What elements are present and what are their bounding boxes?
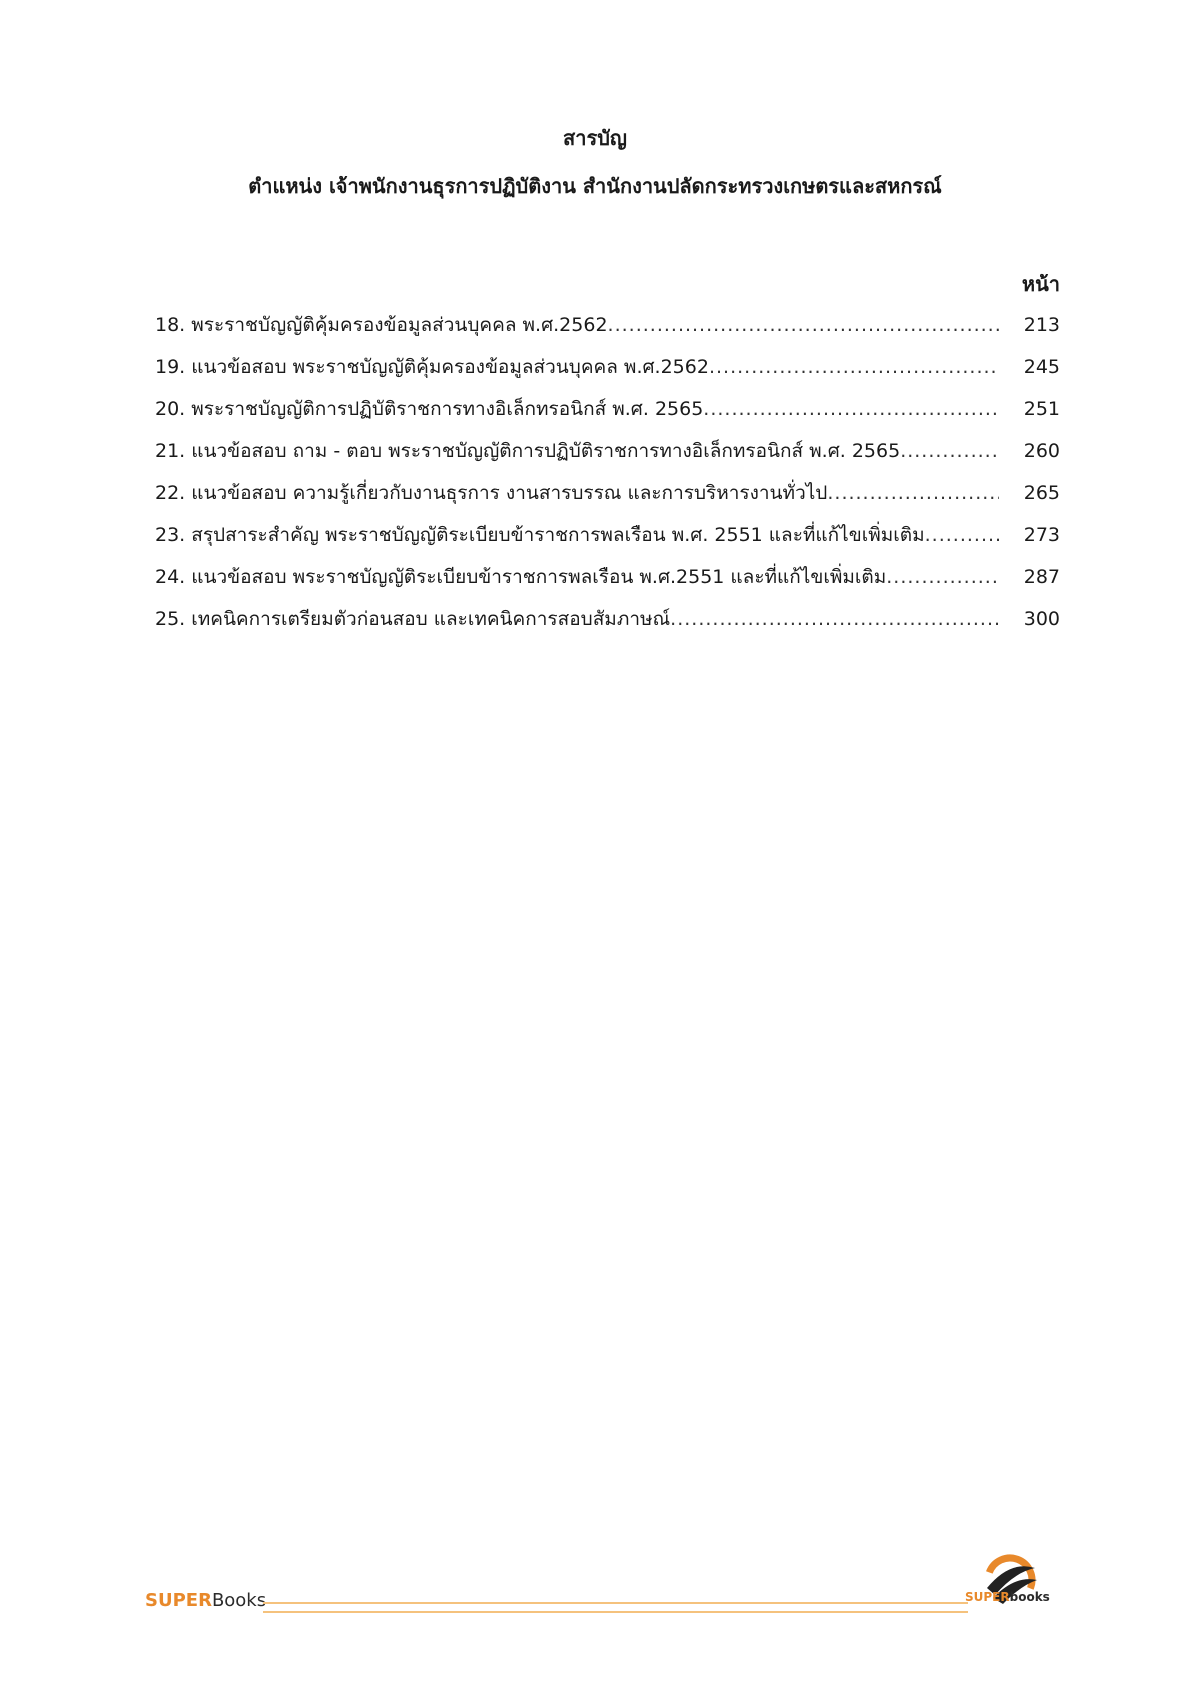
toc-entry[interactable] [155,436,1060,478]
footer-brand-super: SUPER [145,1590,212,1611]
page-footer [145,1590,1050,1620]
toc-entry-number: 24. [155,566,186,588]
toc-entry-title: แนวข้อสอบ ความรู้เกี่ยวกับงานธุรการ งานสารบรรณ และการบริหารงานทั่วไป [191,482,828,504]
toc-entry-title: เทคนิคการเตรียมตัวก่อนสอบ และเทคนิคการสอบสัมภาษณ์ [191,608,671,630]
footer-logo-text [965,1590,1050,1604]
toc-entry[interactable] [155,478,1060,520]
footer-brand [145,1590,266,1611]
dot-leader [827,482,999,504]
toc-entry[interactable] [155,604,1060,646]
dot-leader [709,356,999,378]
toc-entry-number: 19. [155,356,186,378]
toc-entry-title: สรุปสาระสำคัญ พระราชบัญญัติระเบียบข้าราชการพลเรือน พ.ศ. 2551 และที่แก้ไขเพิ่มเติม [191,524,925,546]
logo-text-books: books [1009,1590,1050,1604]
toc-entry[interactable] [155,394,1060,436]
toc-entry[interactable] [155,352,1060,394]
dot-leader [900,440,999,462]
toc-entry-number: 22. [155,482,186,504]
toc-entry-title: พระราชบัญญัติคุ้มครองข้อมูลส่วนบุคคล พ.ศ.2562 [191,314,608,336]
toc-entry-number: 25. [155,608,186,630]
toc-entry-page: 300 [1023,608,1060,630]
logo-text-super: SUPER [965,1590,1010,1604]
dot-leader [703,398,999,420]
toc-subtitle: ตำแหน่ง เจ้าพนักงานธุรการปฏิบัติงาน สำนักงานปลัดกระทรวงเกษตรและสหกรณ์ [248,174,942,198]
dot-leader [925,524,999,546]
toc-entry-page: 260 [1023,440,1060,462]
toc-entry-number: 20. [155,398,186,420]
toc-entry-page: 287 [1023,566,1060,588]
page-column-header: หน้า [1021,272,1060,296]
superbooks-logo-icon [965,1540,1055,1625]
dot-leader [608,314,999,336]
toc-entry-page: 213 [1023,314,1060,336]
dot-leader [670,608,999,630]
toc-entry-title: แนวข้อสอบ พระราชบัญญัติระเบียบข้าราชการพลเรือน พ.ศ.2551 และที่แก้ไขเพิ่มเติม [191,566,887,588]
toc-entry[interactable] [155,520,1060,562]
toc-list [155,310,1060,646]
toc-entry[interactable] [155,562,1060,604]
toc-entry-page: 245 [1023,356,1060,378]
footer-double-rule [263,1602,968,1613]
toc-entry-number: 18. [155,314,186,336]
toc-entry-page: 265 [1023,482,1060,504]
toc-entry-title: แนวข้อสอบ ถาม - ตอบ พระราชบัญญัติการปฏิบัติราชการทางอิเล็กทรอนิกส์ พ.ศ. 2565 [191,440,901,462]
toc-entry-page: 251 [1023,398,1060,420]
footer-brand-books: Books [211,1590,267,1611]
toc-entry-page: 273 [1023,524,1060,546]
toc-entry-title: พระราชบัญญัติการปฏิบัติราชการทางอิเล็กทรอนิกส์ พ.ศ. 2565 [191,398,704,420]
toc-entry-number: 21. [155,440,186,462]
toc-entry[interactable] [155,310,1060,352]
dot-leader [886,566,999,588]
toc-title: สารบัญ [563,126,627,150]
toc-entry-title: แนวข้อสอบ พระราชบัญญัติคุ้มครองข้อมูลส่วนบุคคล พ.ศ.2562 [191,356,709,378]
toc-entry-number: 23. [155,524,186,546]
